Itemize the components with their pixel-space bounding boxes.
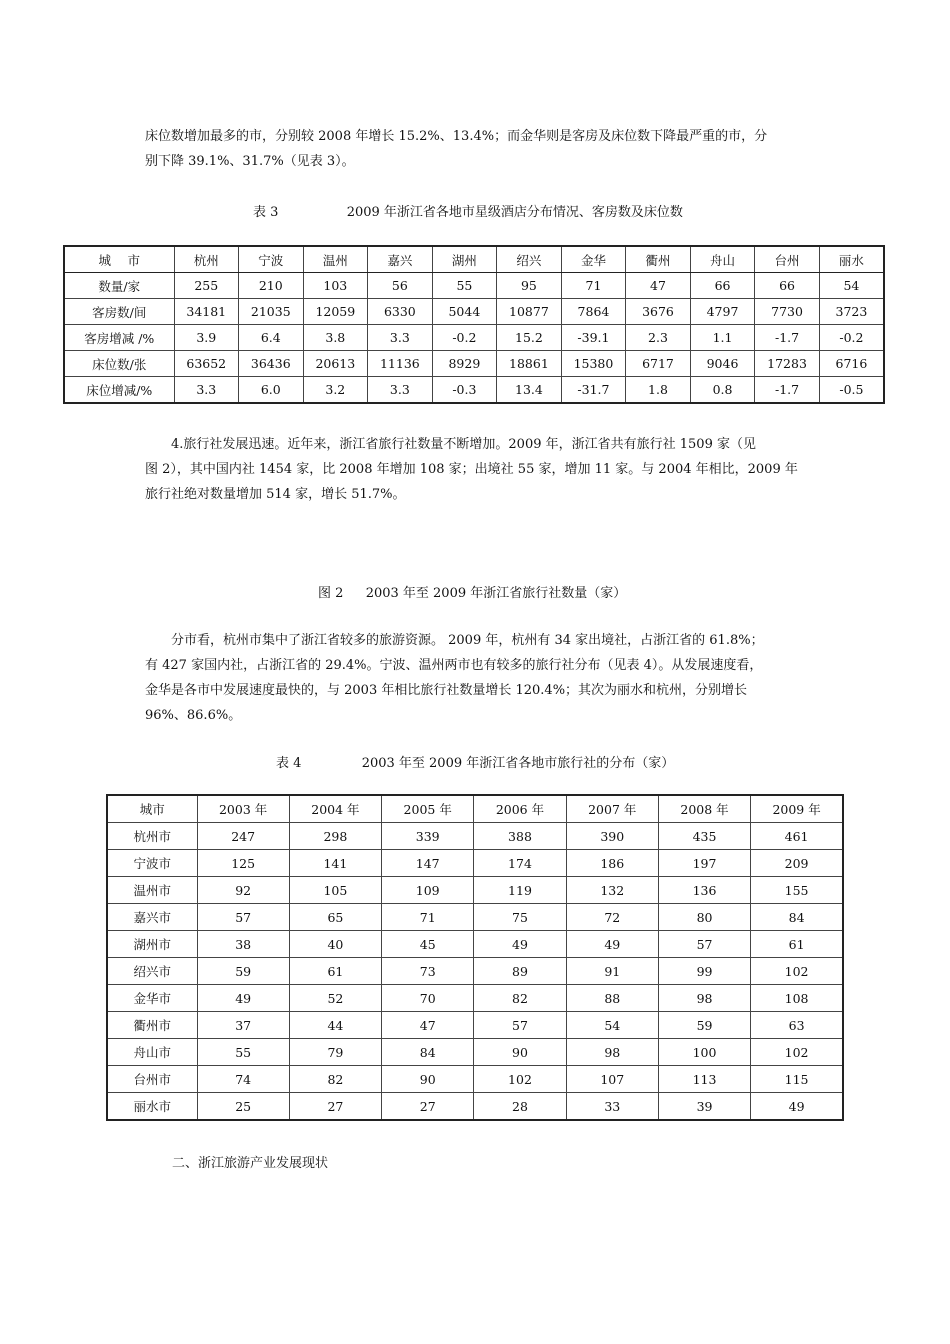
table-header-cell: 2003 年 (197, 795, 289, 823)
table-header-cell: 舟山 (690, 246, 755, 273)
table-cell: 18861 (497, 351, 562, 377)
table-cell: 435 (658, 823, 750, 850)
table-cell: 125 (197, 850, 289, 877)
table-cell: -1.7 (755, 377, 820, 404)
figure2-caption-title: 2003 年至 2009 年浙江省旅行社数量（家） (365, 586, 627, 601)
intro-line: 床位数增加最多的市，分别较 2008 年增长 15.2%、13.4%；而金华则是客房及床位数下降最严重的市，分 (145, 129, 768, 144)
table-cell: 56 (368, 273, 433, 299)
row-label-cell: 宁波市 (107, 850, 197, 877)
table-row (107, 1039, 843, 1066)
table-cell: 103 (303, 273, 368, 299)
table-cell: -0.2 (432, 325, 497, 351)
table-cell: 155 (751, 877, 843, 904)
table-cell: 3723 (819, 299, 884, 325)
table-cell: 388 (474, 823, 566, 850)
table-cell: 9046 (690, 351, 755, 377)
table-cell: 13.4 (497, 377, 562, 404)
table-cell: 36436 (239, 351, 304, 377)
table-cell: 44 (289, 1012, 381, 1039)
table3-caption-title: 2009 年浙江省各地市星级酒店分布情况、客房数及床位数 (346, 205, 683, 220)
row-label-cell: 衢州市 (107, 1012, 197, 1039)
row-label-cell: 杭州市 (107, 823, 197, 850)
table4-caption-number: 表 4 (276, 756, 302, 771)
table4-caption-title: 2003 年至 2009 年浙江省各地市旅行社的分布（家） (361, 756, 675, 771)
table-cell: 3.8 (303, 325, 368, 351)
row-label-cell: 数量/家 (64, 273, 174, 299)
table-cell: 92 (197, 877, 289, 904)
table-cell: 6.0 (239, 377, 304, 404)
city-analysis-paragraph (145, 628, 815, 728)
table-cell: 37 (197, 1012, 289, 1039)
table-cell: 210 (239, 273, 304, 299)
table-cell: 105 (289, 877, 381, 904)
table-cell: 80 (658, 904, 750, 931)
row-label-cell: 台州市 (107, 1066, 197, 1093)
table-cell: -0.3 (432, 377, 497, 404)
table-cell: 79 (289, 1039, 381, 1066)
table-cell: 57 (197, 904, 289, 931)
table-cell: 255 (174, 273, 239, 299)
table-header-cell: 丽水 (819, 246, 884, 273)
table3-caption (253, 201, 683, 220)
table-row (107, 1093, 843, 1121)
table-row (107, 985, 843, 1012)
table-cell: 82 (474, 985, 566, 1012)
intro-paragraph (145, 124, 815, 174)
table-row (64, 351, 884, 377)
row-label-cell: 客房增减 /% (64, 325, 174, 351)
table-cell: 197 (658, 850, 750, 877)
table-cell: 98 (658, 985, 750, 1012)
table-header-cell: 2005 年 (382, 795, 474, 823)
table-cell: 49 (566, 931, 658, 958)
table-cell: 63 (751, 1012, 843, 1039)
table-cell: 52 (289, 985, 381, 1012)
table-cell: 82 (289, 1066, 381, 1093)
table-row (107, 904, 843, 931)
table-header-cell: 温州 (303, 246, 368, 273)
table-cell: 47 (382, 1012, 474, 1039)
table-cell: 11136 (368, 351, 433, 377)
table-cell: 461 (751, 823, 843, 850)
table-cell: 107 (566, 1066, 658, 1093)
table-cell: 61 (289, 958, 381, 985)
table-cell: 59 (197, 958, 289, 985)
table-cell: 57 (474, 1012, 566, 1039)
table-row (64, 273, 884, 299)
table-header-cell: 2009 年 (751, 795, 843, 823)
table-cell: 89 (474, 958, 566, 985)
table-cell: 84 (382, 1039, 474, 1066)
table-cell: 55 (197, 1039, 289, 1066)
table-cell: 84 (751, 904, 843, 931)
table-cell: 141 (289, 850, 381, 877)
table-cell: 75 (474, 904, 566, 931)
table-cell: 54 (566, 1012, 658, 1039)
row-label-cell: 金华市 (107, 985, 197, 1012)
table-cell: 91 (566, 958, 658, 985)
paragraph-line: 图 2），其中国内社 1454 家，比 2008 年增加 108 家；出境社 55 家，增加 11 家。与 2004 年相比，2009 年 (145, 462, 798, 477)
table-cell: 113 (658, 1066, 750, 1093)
table-cell: 3.2 (303, 377, 368, 404)
table-cell: 90 (474, 1039, 566, 1066)
table-cell: 1.8 (626, 377, 691, 404)
table-cell: 209 (751, 850, 843, 877)
table-cell: 4797 (690, 299, 755, 325)
table-header-cell: 衢州 (626, 246, 691, 273)
table-cell: 174 (474, 850, 566, 877)
table-header-cell: 绍兴 (497, 246, 562, 273)
table-header-row (107, 795, 843, 823)
table3-hotel-distribution (63, 245, 885, 404)
table-cell: 6717 (626, 351, 691, 377)
table-cell: 12059 (303, 299, 368, 325)
table-cell: 3.3 (368, 377, 433, 404)
table-header-cell: 城 市 (64, 246, 174, 273)
table-cell: 45 (382, 931, 474, 958)
row-label-cell: 湖州市 (107, 931, 197, 958)
row-label-cell: 绍兴市 (107, 958, 197, 985)
table-header-cell: 湖州 (432, 246, 497, 273)
paragraph-line: 96%、86.6%。 (145, 708, 242, 723)
row-label-cell: 床位数/张 (64, 351, 174, 377)
table-header-cell: 2008 年 (658, 795, 750, 823)
travel-agency-paragraph (145, 432, 815, 507)
table-cell: -1.7 (755, 325, 820, 351)
table-cell: 1.1 (690, 325, 755, 351)
table-row (107, 958, 843, 985)
table-cell: 61 (751, 931, 843, 958)
table-cell: 70 (382, 985, 474, 1012)
table-cell: 28 (474, 1093, 566, 1121)
table-cell: 59 (658, 1012, 750, 1039)
table-cell: 38 (197, 931, 289, 958)
table-cell: -0.5 (819, 377, 884, 404)
table-header-cell: 嘉兴 (368, 246, 433, 273)
table-cell: 54 (819, 273, 884, 299)
table-cell: 66 (690, 273, 755, 299)
paragraph-line: 旅行社绝对数量增加 514 家，增长 51.7%。 (145, 487, 406, 502)
table-cell: 40 (289, 931, 381, 958)
table-cell: 49 (197, 985, 289, 1012)
table-header-cell: 杭州 (174, 246, 239, 273)
table-header-cell: 2004 年 (289, 795, 381, 823)
table-cell: 21035 (239, 299, 304, 325)
table-cell: 102 (751, 958, 843, 985)
table-cell: 0.8 (690, 377, 755, 404)
paragraph-line: 金华是各市中发展速度最快的，与 2003 年相比旅行社数量增长 120.4%；其次为丽水和杭州，分别增长 (145, 683, 748, 698)
table-cell: 6330 (368, 299, 433, 325)
section-heading: 二、浙江旅游产业发展现状 (172, 1156, 329, 1171)
table-cell: 49 (474, 931, 566, 958)
table-cell: 88 (566, 985, 658, 1012)
table-cell: 8929 (432, 351, 497, 377)
table-cell: 100 (658, 1039, 750, 1066)
table-cell: 108 (751, 985, 843, 1012)
table-cell: 63652 (174, 351, 239, 377)
table-cell: 74 (197, 1066, 289, 1093)
table-cell: 390 (566, 823, 658, 850)
table-cell: 20613 (303, 351, 368, 377)
table-cell: 102 (474, 1066, 566, 1093)
table-cell: 3676 (626, 299, 691, 325)
table-cell: 39 (658, 1093, 750, 1121)
table-cell: 247 (197, 823, 289, 850)
table-cell: 90 (382, 1066, 474, 1093)
table-cell: 115 (751, 1066, 843, 1093)
table-cell: 17283 (755, 351, 820, 377)
table-row (64, 377, 884, 404)
table-row (64, 299, 884, 325)
table-row (107, 1066, 843, 1093)
table-header-cell: 金华 (561, 246, 626, 273)
table4-caption (276, 752, 674, 771)
table-cell: 55 (432, 273, 497, 299)
table-cell: 73 (382, 958, 474, 985)
row-label-cell: 床位增减/% (64, 377, 174, 404)
table-cell: -0.2 (819, 325, 884, 351)
table-row (107, 823, 843, 850)
table-row (64, 325, 884, 351)
table-row (107, 1012, 843, 1039)
table-cell: 136 (658, 877, 750, 904)
figure2-caption (318, 582, 626, 601)
row-label-cell: 舟山市 (107, 1039, 197, 1066)
table-cell: 3.3 (368, 325, 433, 351)
table-cell: 3.3 (174, 377, 239, 404)
table-cell: 57 (658, 931, 750, 958)
row-label-cell: 客房数/间 (64, 299, 174, 325)
table-cell: 6.4 (239, 325, 304, 351)
table-cell: 66 (755, 273, 820, 299)
table-cell: 34181 (174, 299, 239, 325)
table-cell: -31.7 (561, 377, 626, 404)
table-cell: 7864 (561, 299, 626, 325)
table-cell: 119 (474, 877, 566, 904)
table-row (107, 850, 843, 877)
intro-line: 别下降 39.1%、31.7%（见表 3）。 (145, 154, 355, 169)
table-cell: 298 (289, 823, 381, 850)
table-cell: 72 (566, 904, 658, 931)
table-cell: 147 (382, 850, 474, 877)
row-label-cell: 温州市 (107, 877, 197, 904)
table-cell: 71 (561, 273, 626, 299)
table-cell: 98 (566, 1039, 658, 1066)
table-cell: 339 (382, 823, 474, 850)
table-cell: 6716 (819, 351, 884, 377)
table-header-cell: 2007 年 (566, 795, 658, 823)
row-label-cell: 嘉兴市 (107, 904, 197, 931)
table-cell: 186 (566, 850, 658, 877)
table-cell: 7730 (755, 299, 820, 325)
row-label-cell: 丽水市 (107, 1093, 197, 1121)
table-cell: 5044 (432, 299, 497, 325)
paragraph-line: 4.旅行社发展迅速。近年来，浙江省旅行社数量不断增加。2009 年，浙江省共有旅行社 1509 家（见 (171, 437, 756, 452)
table-cell: 47 (626, 273, 691, 299)
table-cell: 25 (197, 1093, 289, 1121)
table-header-row (64, 246, 884, 273)
table-cell: 15.2 (497, 325, 562, 351)
table-cell: 10877 (497, 299, 562, 325)
table-cell: 33 (566, 1093, 658, 1121)
table4-travel-agencies (106, 794, 844, 1121)
table-cell: 99 (658, 958, 750, 985)
paragraph-line: 分市看，杭州市集中了浙江省较多的旅游资源。 2009 年，杭州有 34 家出境社，占浙江省的 61.8%； (171, 633, 764, 648)
table-cell: 15380 (561, 351, 626, 377)
table-row (107, 877, 843, 904)
table-cell: 102 (751, 1039, 843, 1066)
table-cell: 71 (382, 904, 474, 931)
paragraph-line: 有 427 家国内社，占浙江省的 29.4%。宁波、温州两市也有较多的旅行社分布（见表 4）。从发展速度看， (145, 658, 763, 673)
table-cell: 27 (382, 1093, 474, 1121)
table-cell: 109 (382, 877, 474, 904)
table-header-cell: 城市 (107, 795, 197, 823)
figure2-caption-number: 图 2 (318, 586, 344, 601)
table-cell: 65 (289, 904, 381, 931)
table-cell: 27 (289, 1093, 381, 1121)
table-header-cell: 台州 (755, 246, 820, 273)
table-header-cell: 宁波 (239, 246, 304, 273)
table-header-cell: 2006 年 (474, 795, 566, 823)
table-cell: 132 (566, 877, 658, 904)
table-cell: 49 (751, 1093, 843, 1121)
table3-caption-number: 表 3 (253, 205, 279, 220)
table-cell: -39.1 (561, 325, 626, 351)
table-cell: 95 (497, 273, 562, 299)
table-cell: 3.9 (174, 325, 239, 351)
table-row (107, 931, 843, 958)
table-cell: 2.3 (626, 325, 691, 351)
